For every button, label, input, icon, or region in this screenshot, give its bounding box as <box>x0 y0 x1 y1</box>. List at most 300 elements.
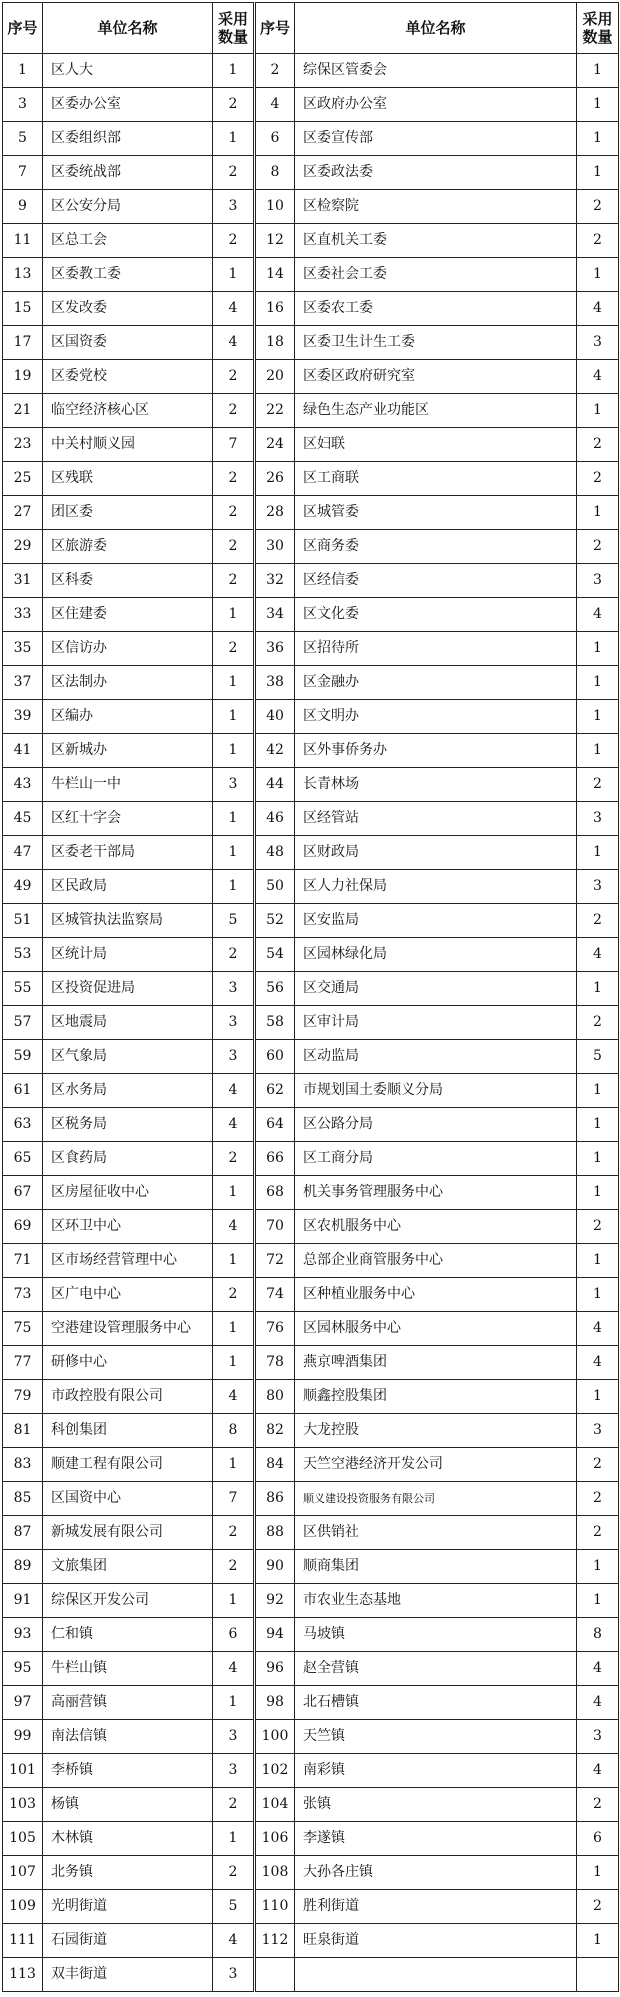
adoption-count-right: 2 <box>577 1482 619 1516</box>
row-number-left: 55 <box>3 972 43 1006</box>
unit-name-right: 市农业生态基地 <box>295 1584 577 1618</box>
unit-name-left: 区委老干部局 <box>43 836 213 870</box>
adoption-count-left: 1 <box>213 836 255 870</box>
row-number-right: 108 <box>255 1856 295 1890</box>
adoption-count-right: 1 <box>577 88 619 122</box>
adoption-count-left: 1 <box>213 802 255 836</box>
row-number-left: 47 <box>3 836 43 870</box>
row-number-left: 63 <box>3 1108 43 1142</box>
unit-name-left: 科创集团 <box>43 1414 213 1448</box>
unit-name-left: 牛栏山一中 <box>43 768 213 802</box>
unit-name-left: 区地震局 <box>43 1006 213 1040</box>
adoption-count-right: 1 <box>577 1176 619 1210</box>
adoption-count-left: 5 <box>213 904 255 938</box>
adoption-count-right: 4 <box>577 360 619 394</box>
unit-name-right: 区经管站 <box>295 802 577 836</box>
adoption-count-left: 2 <box>213 1278 255 1312</box>
adoption-count-left: 1 <box>213 1312 255 1346</box>
adoption-count-left: 2 <box>213 1516 255 1550</box>
adoption-count-right: 1 <box>577 1278 619 1312</box>
unit-name-right: 区委政法委 <box>295 156 577 190</box>
row-number-left: 59 <box>3 1040 43 1074</box>
adoption-count-left: 2 <box>213 938 255 972</box>
unit-name-right: 区文明办 <box>295 700 577 734</box>
adoption-count-right: 2 <box>577 1516 619 1550</box>
row-number-right: 20 <box>255 360 295 394</box>
adoption-count-right: 2 <box>577 190 619 224</box>
unit-name-left: 木林镇 <box>43 1822 213 1856</box>
row-number-left: 33 <box>3 598 43 632</box>
row-number-left: 89 <box>3 1550 43 1584</box>
row-number-right: 110 <box>255 1890 295 1924</box>
row-number-left: 101 <box>3 1754 43 1788</box>
row-number-left: 113 <box>3 1958 43 1992</box>
adoption-count-left: 4 <box>213 326 255 360</box>
table-row <box>3 1516 619 1550</box>
adoption-count-right: 3 <box>577 564 619 598</box>
row-number-left: 21 <box>3 394 43 428</box>
unit-name-right: 综保区管委会 <box>295 54 577 88</box>
unit-name-right: 区政府办公室 <box>295 88 577 122</box>
row-number-left: 31 <box>3 564 43 598</box>
adoption-count-left: 2 <box>213 1142 255 1176</box>
row-number-left: 71 <box>3 1244 43 1278</box>
table-row <box>3 1652 619 1686</box>
adoption-count-right: 2 <box>577 428 619 462</box>
adoption-count-right: 2 <box>577 904 619 938</box>
unit-name-right: 区委社会工委 <box>295 258 577 292</box>
adoption-count-left: 4 <box>213 1108 255 1142</box>
adoption-count-left: 7 <box>213 1482 255 1516</box>
unit-name-right: 区委卫生计生工委 <box>295 326 577 360</box>
table-row <box>3 802 619 836</box>
adoption-count-left: 1 <box>213 1176 255 1210</box>
unit-name-right: 区安监局 <box>295 904 577 938</box>
unit-name-left: 区委教工委 <box>43 258 213 292</box>
unit-name-left: 区水务局 <box>43 1074 213 1108</box>
unit-name-left: 牛栏山镇 <box>43 1652 213 1686</box>
adoption-count-right: 1 <box>577 258 619 292</box>
unit-name-right: 胜利街道 <box>295 1890 577 1924</box>
unit-name-left: 区统计局 <box>43 938 213 972</box>
adoption-count-right: 5 <box>577 1040 619 1074</box>
unit-name-right: 绿色生态产业功能区 <box>295 394 577 428</box>
adoption-count-left: 4 <box>213 1652 255 1686</box>
adoption-count-right: 2 <box>577 1788 619 1822</box>
table-row <box>3 1244 619 1278</box>
unit-name-right: 区委区政府研究室 <box>295 360 577 394</box>
unit-name-right: 区金融办 <box>295 666 577 700</box>
row-number-right: 22 <box>255 394 295 428</box>
row-number-right: 88 <box>255 1516 295 1550</box>
table-row <box>3 1142 619 1176</box>
adoption-count-right: 1 <box>577 1108 619 1142</box>
row-number-right: 14 <box>255 258 295 292</box>
row-number-right: 26 <box>255 462 295 496</box>
adoption-count-left: 2 <box>213 1550 255 1584</box>
unit-name-left: 杨镇 <box>43 1788 213 1822</box>
row-number-right: 32 <box>255 564 295 598</box>
table-row <box>3 54 619 88</box>
row-number-right: 84 <box>255 1448 295 1482</box>
adoption-count-right <box>577 1958 619 1992</box>
row-number-left: 51 <box>3 904 43 938</box>
adoption-count-right: 4 <box>577 598 619 632</box>
adoption-count-right: 4 <box>577 938 619 972</box>
row-number-right: 18 <box>255 326 295 360</box>
unit-name-right: 区委宣传部 <box>295 122 577 156</box>
row-number-right: 48 <box>255 836 295 870</box>
adoption-count-right: 2 <box>577 768 619 802</box>
row-number-left: 15 <box>3 292 43 326</box>
unit-name-left: 区信访办 <box>43 632 213 666</box>
unit-name-left: 研修中心 <box>43 1346 213 1380</box>
unit-name-right: 长青林场 <box>295 768 577 802</box>
table-row <box>3 768 619 802</box>
unit-name-right: 区工商分局 <box>295 1142 577 1176</box>
unit-name-left: 区市场经营管理中心 <box>43 1244 213 1278</box>
unit-name-left: 区环卫中心 <box>43 1210 213 1244</box>
header-no-right: 序号 <box>255 3 295 54</box>
adoption-count-right: 2 <box>577 530 619 564</box>
unit-name-left: 区发改委 <box>43 292 213 326</box>
adoption-count-right: 3 <box>577 1414 619 1448</box>
table-row <box>3 292 619 326</box>
row-number-right: 16 <box>255 292 295 326</box>
unit-name-left: 空港建设管理服务中心 <box>43 1312 213 1346</box>
unit-name-left: 区法制办 <box>43 666 213 700</box>
row-number-right: 54 <box>255 938 295 972</box>
unit-name-right: 天竺镇 <box>295 1720 577 1754</box>
unit-name-right: 张镇 <box>295 1788 577 1822</box>
unit-name-left: 顺建工程有限公司 <box>43 1448 213 1482</box>
unit-name-left: 区税务局 <box>43 1108 213 1142</box>
table-row <box>3 1482 619 1516</box>
row-number-right: 34 <box>255 598 295 632</box>
row-number-left: 91 <box>3 1584 43 1618</box>
row-number-right: 80 <box>255 1380 295 1414</box>
unit-name-right: 区招待所 <box>295 632 577 666</box>
adoption-count-left: 3 <box>213 1720 255 1754</box>
row-number-right: 98 <box>255 1686 295 1720</box>
table-row <box>3 156 619 190</box>
row-number-left: 7 <box>3 156 43 190</box>
unit-name-right: 区供销社 <box>295 1516 577 1550</box>
adoption-count-left: 2 <box>213 632 255 666</box>
adoption-count-right: 1 <box>577 632 619 666</box>
row-number-left: 1 <box>3 54 43 88</box>
adoption-count-right: 1 <box>577 122 619 156</box>
unit-name-right: 区公路分局 <box>295 1108 577 1142</box>
table-row <box>3 700 619 734</box>
adoption-count-left: 3 <box>213 972 255 1006</box>
row-number-left: 73 <box>3 1278 43 1312</box>
unit-name-left: 区委组织部 <box>43 122 213 156</box>
adoption-count-left: 2 <box>213 88 255 122</box>
row-number-right: 94 <box>255 1618 295 1652</box>
adoption-count-left: 1 <box>213 734 255 768</box>
table-row <box>3 1686 619 1720</box>
table-row <box>3 870 619 904</box>
row-number-right: 8 <box>255 156 295 190</box>
row-number-right: 46 <box>255 802 295 836</box>
row-number-right: 70 <box>255 1210 295 1244</box>
adoption-count-left: 3 <box>213 1006 255 1040</box>
unit-name-right: 大孙各庄镇 <box>295 1856 577 1890</box>
adoption-count-right: 1 <box>577 734 619 768</box>
unit-name-left: 石园街道 <box>43 1924 213 1958</box>
adoption-count-left: 2 <box>213 462 255 496</box>
row-number-right: 50 <box>255 870 295 904</box>
row-number-right: 36 <box>255 632 295 666</box>
adoption-count-right: 8 <box>577 1618 619 1652</box>
row-number-left: 11 <box>3 224 43 258</box>
row-number-right: 52 <box>255 904 295 938</box>
table-row <box>3 1210 619 1244</box>
unit-name-left: 高丽营镇 <box>43 1686 213 1720</box>
row-number-left: 25 <box>3 462 43 496</box>
adoption-count-left: 1 <box>213 54 255 88</box>
row-number-left: 75 <box>3 1312 43 1346</box>
adoption-count-right: 1 <box>577 394 619 428</box>
adoption-count-right: 4 <box>577 292 619 326</box>
adoption-count-left: 4 <box>213 1924 255 1958</box>
unit-name-left: 区人大 <box>43 54 213 88</box>
row-number-left: 93 <box>3 1618 43 1652</box>
unit-name-right <box>295 1958 577 1992</box>
adoption-count-left: 1 <box>213 1584 255 1618</box>
row-number-right: 82 <box>255 1414 295 1448</box>
unit-name-right: 区文化委 <box>295 598 577 632</box>
adoption-count-right: 2 <box>577 1890 619 1924</box>
row-number-left: 99 <box>3 1720 43 1754</box>
table-row <box>3 1720 619 1754</box>
table-row <box>3 496 619 530</box>
adoption-count-left: 1 <box>213 1822 255 1856</box>
adoption-count-right: 1 <box>577 700 619 734</box>
row-number-right: 10 <box>255 190 295 224</box>
row-number-right: 2 <box>255 54 295 88</box>
row-number-left: 45 <box>3 802 43 836</box>
row-number-right: 62 <box>255 1074 295 1108</box>
table-row <box>3 530 619 564</box>
row-number-left: 77 <box>3 1346 43 1380</box>
unit-name-right: 区审计局 <box>295 1006 577 1040</box>
row-number-right: 38 <box>255 666 295 700</box>
row-number-left: 43 <box>3 768 43 802</box>
table-row <box>3 1618 619 1652</box>
unit-name-left: 团区委 <box>43 496 213 530</box>
adoption-count-left: 2 <box>213 496 255 530</box>
table-row <box>3 122 619 156</box>
table-row <box>3 1788 619 1822</box>
adoption-count-left: 4 <box>213 1210 255 1244</box>
unit-name-left: 区民政局 <box>43 870 213 904</box>
row-number-right: 30 <box>255 530 295 564</box>
unit-name-left: 市政控股有限公司 <box>43 1380 213 1414</box>
row-number-left: 81 <box>3 1414 43 1448</box>
row-number-right: 40 <box>255 700 295 734</box>
adoption-count-right: 1 <box>577 972 619 1006</box>
adoption-count-right: 2 <box>577 462 619 496</box>
row-number-left: 53 <box>3 938 43 972</box>
adoption-count-right: 4 <box>577 1652 619 1686</box>
table-row <box>3 1550 619 1584</box>
row-number-right: 78 <box>255 1346 295 1380</box>
adoption-count-right: 1 <box>577 666 619 700</box>
row-number-left: 37 <box>3 666 43 700</box>
row-number-left: 109 <box>3 1890 43 1924</box>
adoption-count-left: 2 <box>213 1788 255 1822</box>
adoption-count-left: 4 <box>213 1074 255 1108</box>
unit-name-right: 南彩镇 <box>295 1754 577 1788</box>
header-row <box>3 3 619 54</box>
row-number-left: 17 <box>3 326 43 360</box>
header-no-left: 序号 <box>3 3 43 54</box>
unit-name-right: 马坡镇 <box>295 1618 577 1652</box>
unit-name-left: 双丰街道 <box>43 1958 213 1992</box>
row-number-right <box>255 1958 295 1992</box>
adoption-count-right: 4 <box>577 1754 619 1788</box>
row-number-left: 103 <box>3 1788 43 1822</box>
unit-name-right: 市规划国土委顺义分局 <box>295 1074 577 1108</box>
row-number-right: 112 <box>255 1924 295 1958</box>
adoption-count-left: 1 <box>213 122 255 156</box>
row-number-right: 6 <box>255 122 295 156</box>
unit-name-right: 赵全营镇 <box>295 1652 577 1686</box>
adoption-count-left: 7 <box>213 428 255 462</box>
table-row <box>3 224 619 258</box>
adoption-count-left: 2 <box>213 564 255 598</box>
adoption-count-right: 4 <box>577 1686 619 1720</box>
table-row <box>3 938 619 972</box>
adoption-count-right: 4 <box>577 1346 619 1380</box>
table-row <box>3 428 619 462</box>
adoption-count-right: 1 <box>577 1244 619 1278</box>
row-number-left: 85 <box>3 1482 43 1516</box>
adoption-count-right: 2 <box>577 1210 619 1244</box>
row-number-left: 39 <box>3 700 43 734</box>
unit-name-left: 文旅集团 <box>43 1550 213 1584</box>
row-number-right: 66 <box>255 1142 295 1176</box>
table-row <box>3 972 619 1006</box>
table-row <box>3 632 619 666</box>
row-number-right: 44 <box>255 768 295 802</box>
row-number-left: 41 <box>3 734 43 768</box>
row-number-left: 13 <box>3 258 43 292</box>
table-row <box>3 1312 619 1346</box>
row-number-left: 27 <box>3 496 43 530</box>
unit-name-right: 区经信委 <box>295 564 577 598</box>
unit-name-right: 区动监局 <box>295 1040 577 1074</box>
adoption-count-right: 1 <box>577 54 619 88</box>
adoption-count-left: 1 <box>213 1448 255 1482</box>
row-number-right: 100 <box>255 1720 295 1754</box>
row-number-left: 105 <box>3 1822 43 1856</box>
table-row <box>3 1006 619 1040</box>
adoption-count-left: 1 <box>213 666 255 700</box>
header-name-left: 单位名称 <box>43 3 213 54</box>
unit-name-left: 李桥镇 <box>43 1754 213 1788</box>
unit-name-left: 区委党校 <box>43 360 213 394</box>
table-row <box>3 734 619 768</box>
adoption-count-right: 4 <box>577 1312 619 1346</box>
unit-name-left: 区委统战部 <box>43 156 213 190</box>
unit-name-left: 仁和镇 <box>43 1618 213 1652</box>
row-number-left: 23 <box>3 428 43 462</box>
adoption-count-left: 4 <box>213 1380 255 1414</box>
adoption-count-left: 3 <box>213 768 255 802</box>
adoption-count-left: 1 <box>213 598 255 632</box>
adoption-count-right: 3 <box>577 326 619 360</box>
adoption-count-right: 2 <box>577 1006 619 1040</box>
unit-name-right: 区园林服务中心 <box>295 1312 577 1346</box>
table-row <box>3 88 619 122</box>
adoption-count-right: 2 <box>577 224 619 258</box>
unit-name-right: 天竺空港经济开发公司 <box>295 1448 577 1482</box>
adoption-count-right: 1 <box>577 1550 619 1584</box>
unit-name-right: 顺商集团 <box>295 1550 577 1584</box>
unit-name-left: 区残联 <box>43 462 213 496</box>
row-number-right: 58 <box>255 1006 295 1040</box>
row-number-right: 4 <box>255 88 295 122</box>
adoption-count-left: 2 <box>213 224 255 258</box>
unit-name-left: 北务镇 <box>43 1856 213 1890</box>
row-number-right: 12 <box>255 224 295 258</box>
header-count-left: 采用数量 <box>213 3 255 54</box>
table-row <box>3 1856 619 1890</box>
row-number-right: 86 <box>255 1482 295 1516</box>
row-number-right: 56 <box>255 972 295 1006</box>
row-number-right: 72 <box>255 1244 295 1278</box>
unit-name-left: 区公安分局 <box>43 190 213 224</box>
adoption-count-right: 3 <box>577 1720 619 1754</box>
row-number-left: 95 <box>3 1652 43 1686</box>
unit-name-left: 区国资委 <box>43 326 213 360</box>
unit-name-right: 总部企业商管服务中心 <box>295 1244 577 1278</box>
unit-name-right: 区种植业服务中心 <box>295 1278 577 1312</box>
adoption-count-right: 1 <box>577 1924 619 1958</box>
unit-name-left: 区编办 <box>43 700 213 734</box>
adoption-count-left: 2 <box>213 1856 255 1890</box>
unit-name-right: 区交通局 <box>295 972 577 1006</box>
row-number-left: 3 <box>3 88 43 122</box>
row-number-left: 35 <box>3 632 43 666</box>
adoption-count-left: 3 <box>213 1040 255 1074</box>
table-row <box>3 904 619 938</box>
row-number-left: 19 <box>3 360 43 394</box>
row-number-right: 104 <box>255 1788 295 1822</box>
table-row <box>3 564 619 598</box>
row-number-left: 79 <box>3 1380 43 1414</box>
row-number-right: 90 <box>255 1550 295 1584</box>
row-number-right: 92 <box>255 1584 295 1618</box>
unit-name-right: 顺鑫控股集团 <box>295 1380 577 1414</box>
row-number-right: 76 <box>255 1312 295 1346</box>
table-body <box>3 54 619 1992</box>
table-row <box>3 598 619 632</box>
table-row <box>3 1074 619 1108</box>
adoption-count-left: 6 <box>213 1618 255 1652</box>
unit-name-left: 综保区开发公司 <box>43 1584 213 1618</box>
unit-name-right: 大龙控股 <box>295 1414 577 1448</box>
row-number-left: 61 <box>3 1074 43 1108</box>
adoption-count-right: 1 <box>577 1074 619 1108</box>
row-number-right: 24 <box>255 428 295 462</box>
table-row <box>3 1108 619 1142</box>
adoption-count-right: 3 <box>577 802 619 836</box>
unit-name-left: 区广电中心 <box>43 1278 213 1312</box>
